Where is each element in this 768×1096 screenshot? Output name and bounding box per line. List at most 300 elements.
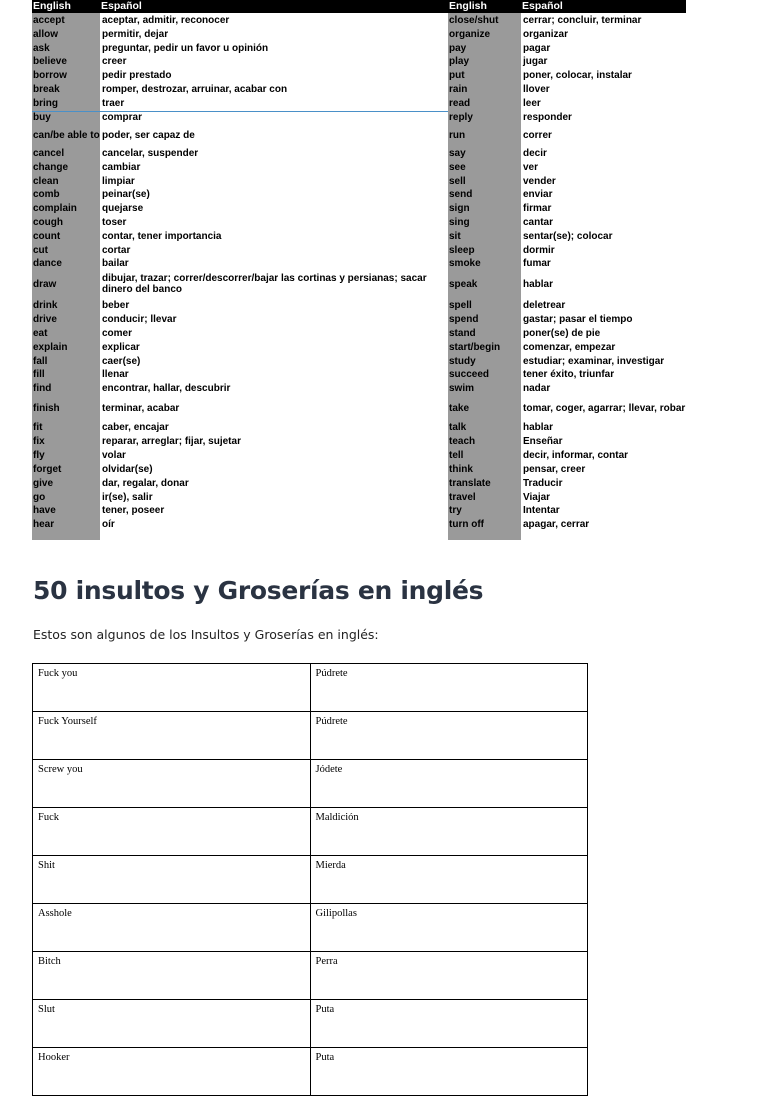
english-word-text: close/shut <box>449 14 499 26</box>
spanish-translation-text: gastar; pasar el tiempo <box>523 313 633 325</box>
english-word-text: allow <box>33 28 59 40</box>
english-word-text: translate <box>449 477 491 489</box>
spanish-translation <box>101 312 448 326</box>
spanish-translation-text: Traducir <box>523 477 563 489</box>
spanish-translation <box>522 395 686 421</box>
english-word-text: play <box>449 56 470 67</box>
english-word-text: put <box>449 69 465 81</box>
spanish-translation-text: limpiar <box>102 175 135 187</box>
spanish-translation <box>522 110 686 124</box>
spanish-translation-text: hablar <box>523 278 554 290</box>
spanish-translation <box>522 188 686 201</box>
spanish-translation-text: terminar, acabar <box>102 402 180 414</box>
english-word-text: ask <box>33 42 50 54</box>
english-word <box>32 381 100 395</box>
spanish-translation-text: comprar <box>102 111 143 123</box>
english-word <box>32 68 100 82</box>
english-word <box>32 110 100 124</box>
spanish-translation-text: fumar <box>523 258 551 269</box>
spanish-translation-text: llenar <box>102 369 129 380</box>
spanish-translation <box>101 340 448 354</box>
english-word <box>32 82 100 96</box>
spanish-translation <box>101 82 448 96</box>
spanish-translation-text: beber <box>102 299 130 311</box>
english-word-text: complain <box>33 202 77 214</box>
table-row <box>33 1048 588 1096</box>
insult-english: Fuck Yourself <box>33 712 311 760</box>
spanish-translation-text: conducir; llevar <box>102 313 177 325</box>
spanish-translation-text: reparar, arreglar; fijar, sujetar <box>102 435 241 447</box>
english-word-text: change <box>33 161 69 173</box>
spanish-translation-text: hablar <box>523 422 554 433</box>
english-word <box>448 68 521 82</box>
english-word-text: reply <box>449 111 473 123</box>
english-word <box>448 215 521 229</box>
spanish-translation-text: dar, regalar, donar <box>102 477 189 489</box>
english-word-text: eat <box>33 327 48 339</box>
english-word <box>448 110 521 124</box>
spanish-translation-text: bailar <box>102 258 129 269</box>
spanish-translation-text: explicar <box>102 341 140 353</box>
english-column <box>32 13 100 540</box>
spanish-translation-text: poner, colocar, instalar <box>523 69 632 81</box>
spanish-translation-text: apagar, cerrar <box>523 518 590 530</box>
english-word <box>448 160 521 174</box>
spanish-translation <box>522 174 686 188</box>
spanish-translation <box>522 229 686 243</box>
insult-english: Bitch <box>33 952 311 1000</box>
spanish-translation <box>522 490 686 504</box>
english-word <box>448 41 521 55</box>
insult-english: Hooker <box>33 1048 311 1096</box>
spanish-translation <box>101 68 448 82</box>
english-word-text: start/begin <box>449 341 501 353</box>
english-word-text: sell <box>449 175 466 187</box>
spanish-translation-text: romper, destrozar, arruinar, acabar con <box>102 83 288 95</box>
english-word-text: spell <box>449 299 472 311</box>
english-word <box>32 27 100 41</box>
english-word-text: count <box>33 230 61 242</box>
english-word-text: read <box>449 97 471 109</box>
spanish-translation-text: encontrar, hallar, descubrir <box>102 382 231 394</box>
spanish-translation-text: volar <box>102 449 126 461</box>
english-word-text: smoke <box>449 258 481 269</box>
spanish-translation-text: toser <box>102 216 127 228</box>
english-word-text: cut <box>33 244 48 256</box>
spanish-translation-text: caber, encajar <box>102 422 169 433</box>
english-word-text: rain <box>449 83 468 95</box>
table-row <box>33 664 588 712</box>
english-word-text: go <box>33 491 46 503</box>
spanish-translation-text: Viajar <box>523 491 551 503</box>
english-word <box>32 13 100 27</box>
spanish-translation-text: comenzar, empezar <box>523 341 616 353</box>
insult-spanish: Maldición <box>310 808 588 856</box>
spanish-translation <box>522 381 686 395</box>
english-word <box>32 229 100 243</box>
english-word <box>32 462 100 476</box>
english-word <box>448 354 521 368</box>
english-word <box>448 517 521 531</box>
english-word-text: study <box>449 355 476 367</box>
table-row <box>33 808 588 856</box>
header-spanish: Español <box>522 0 686 13</box>
english-word-text: sign <box>449 202 470 214</box>
insult-spanish: Púdrete <box>310 664 588 712</box>
section-intro: Estos son algunos de los Insultos y Groserías en inglés: <box>33 627 379 642</box>
spanish-translation-text: cerrar; concluir, terminar <box>523 14 642 26</box>
english-word <box>32 96 100 110</box>
spanish-translation-text: leer <box>523 97 541 109</box>
insult-spanish: Gilipollas <box>310 904 588 952</box>
english-word-text: borrow <box>33 69 67 81</box>
spanish-translation <box>522 434 686 448</box>
english-word <box>448 421 521 434</box>
spanish-translation <box>522 55 686 68</box>
english-word <box>32 55 100 68</box>
english-word <box>32 174 100 188</box>
english-word-text: have <box>33 505 56 516</box>
spanish-translation-text: poner(se) de pie <box>523 327 601 339</box>
spanish-translation <box>522 368 686 381</box>
spanish-translation <box>522 124 686 146</box>
spanish-translation-text: cantar <box>523 216 554 228</box>
english-word <box>448 340 521 354</box>
spanish-translation-text: decir <box>523 147 547 159</box>
spanish-translation-text: dormir <box>523 244 555 256</box>
spanish-translation <box>522 448 686 462</box>
english-word <box>32 476 100 490</box>
spanish-translation <box>101 124 448 146</box>
spanish-translation <box>522 243 686 257</box>
english-word-text: stand <box>449 327 476 339</box>
spanish-translation <box>101 27 448 41</box>
spanish-translation-text: estudiar; examinar, investigar <box>523 355 665 367</box>
english-word <box>448 395 521 421</box>
english-word <box>32 434 100 448</box>
spanish-translation-text: aceptar, admitir, reconocer <box>102 14 230 26</box>
english-word <box>448 257 521 270</box>
header-english: English <box>448 0 523 13</box>
english-word <box>448 504 521 517</box>
english-word <box>448 55 521 68</box>
english-word-text: buy <box>33 111 51 123</box>
spanish-translation-text: firmar <box>523 202 552 214</box>
spanish-translation-text: correr <box>523 129 552 141</box>
spanish-translation <box>522 13 686 27</box>
insult-spanish: Perra <box>310 952 588 1000</box>
spanish-translation-text: oír <box>102 518 115 530</box>
spanish-translation-text: pagar <box>523 42 551 54</box>
english-word <box>32 517 100 531</box>
english-column <box>448 13 521 540</box>
spanish-translation <box>522 201 686 215</box>
english-word-text: turn off <box>449 518 484 530</box>
english-word <box>32 201 100 215</box>
english-word <box>32 160 100 174</box>
spanish-translation <box>522 68 686 82</box>
english-word-text: think <box>449 463 473 475</box>
spanish-translation <box>101 201 448 215</box>
english-word <box>448 82 521 96</box>
table-row <box>33 760 588 808</box>
english-word-text: talk <box>449 422 467 433</box>
spanish-translation <box>522 340 686 354</box>
spanish-translation <box>522 27 686 41</box>
header-english: English <box>32 0 102 13</box>
english-word <box>32 395 100 421</box>
spanish-translation <box>101 160 448 174</box>
spanish-translation-text: quejarse <box>102 202 144 214</box>
english-word-text: give <box>33 477 54 489</box>
spanish-translation <box>101 188 448 201</box>
insult-spanish: Púdrete <box>310 712 588 760</box>
insult-english: Fuck you <box>33 664 311 712</box>
spanish-translation <box>522 298 686 312</box>
english-word <box>32 504 100 517</box>
english-word-text: fall <box>33 355 48 367</box>
english-word <box>448 146 521 160</box>
english-word-text: break <box>33 83 60 95</box>
english-word-text: travel <box>449 491 476 503</box>
english-word-text: bring <box>33 97 58 109</box>
english-word <box>32 215 100 229</box>
spanish-translation-text: responder <box>523 111 572 123</box>
spanish-translation-text: traer <box>102 97 125 109</box>
english-word <box>32 243 100 257</box>
spanish-translation <box>522 41 686 55</box>
spanish-translation <box>522 326 686 340</box>
english-word <box>32 326 100 340</box>
spanish-translation-text: peinar(se) <box>102 189 150 200</box>
english-word-text: pay <box>449 42 467 54</box>
english-word-text: believe <box>33 56 67 67</box>
table-row <box>33 856 588 904</box>
spanish-translation <box>101 270 448 298</box>
spanish-translation <box>522 312 686 326</box>
spanish-translation-text: poder, ser capaz de <box>102 129 195 141</box>
english-word-text: drive <box>33 313 57 325</box>
english-word <box>448 96 521 110</box>
spanish-translation <box>522 476 686 490</box>
english-word <box>448 243 521 257</box>
english-word <box>32 124 100 146</box>
spanish-translation <box>522 96 686 110</box>
english-word-text: fill <box>33 369 45 380</box>
english-word-text: spend <box>449 313 479 325</box>
english-word-text: try <box>449 505 462 516</box>
spanish-translation <box>101 326 448 340</box>
english-word-text: fly <box>33 449 45 461</box>
spanish-translation-text: olvidar(se) <box>102 463 153 475</box>
english-word-text: can/be able to <box>33 129 100 141</box>
english-word <box>448 270 521 298</box>
insult-english: Slut <box>33 1000 311 1048</box>
spanish-translation-text: contar, tener importancia <box>102 230 222 242</box>
spanish-translation-text: Intentar <box>523 505 560 516</box>
english-word-text: fix <box>33 435 45 447</box>
english-word <box>32 448 100 462</box>
spanish-translation-text: decir, informar, contar <box>523 449 629 461</box>
spanish-translation-text: pedir prestado <box>102 69 172 81</box>
spanish-translation-text: ver <box>523 161 539 173</box>
spanish-translation <box>101 462 448 476</box>
english-word <box>448 381 521 395</box>
insult-english: Asshole <box>33 904 311 952</box>
spanish-translation-text: preguntar, pedir un favor u opinión <box>102 42 269 54</box>
english-word <box>32 188 100 201</box>
english-word-text: finish <box>33 402 60 414</box>
spanish-translation-text: ir(se), salir <box>102 491 153 503</box>
table-row <box>33 712 588 760</box>
spanish-translation <box>101 517 448 531</box>
spanish-translation <box>522 160 686 174</box>
insult-english: Fuck <box>33 808 311 856</box>
spanish-translation-text: tener, poseer <box>102 505 165 516</box>
english-word <box>32 257 100 270</box>
english-word-text: clean <box>33 175 59 187</box>
english-word-text: explain <box>33 341 68 353</box>
english-word-text: see <box>449 161 466 173</box>
spanish-translation <box>522 270 686 298</box>
spanish-translation <box>101 434 448 448</box>
english-word <box>32 368 100 381</box>
spanish-translation-text: caer(se) <box>102 355 141 367</box>
spanish-translation <box>522 462 686 476</box>
spanish-translation-text: Enseñar <box>523 435 563 447</box>
insult-spanish: Mierda <box>310 856 588 904</box>
spanish-translation-text: deletrear <box>523 299 566 311</box>
english-word <box>448 326 521 340</box>
spanish-translation-text: sentar(se); colocar <box>523 230 613 242</box>
insult-english: Screw you <box>33 760 311 808</box>
english-word-text: sit <box>449 230 461 242</box>
english-word-text: send <box>449 189 473 200</box>
spanish-translation-text: cambiar <box>102 161 141 173</box>
spanish-translation-text: vender <box>523 175 556 187</box>
spanish-translation <box>101 174 448 188</box>
english-word-text: comb <box>33 189 60 200</box>
spanish-translation-text: creer <box>102 56 127 67</box>
english-word <box>448 229 521 243</box>
english-word <box>448 434 521 448</box>
english-word-text: tell <box>449 449 464 461</box>
english-word-text: accept <box>33 14 65 26</box>
spanish-translation <box>101 381 448 395</box>
english-word-text: sleep <box>449 244 475 256</box>
english-word <box>32 490 100 504</box>
spanish-translation-text: permitir, dejar <box>102 28 169 40</box>
english-word <box>448 27 521 41</box>
spanish-translation <box>101 146 448 160</box>
spanish-translation <box>522 257 686 270</box>
insult-spanish: Jódete <box>310 760 588 808</box>
spanish-translation <box>101 243 448 257</box>
english-word-text: dance <box>33 258 62 269</box>
spanish-translation-text: llover <box>523 83 550 95</box>
english-word <box>448 13 521 27</box>
spanish-translation <box>101 41 448 55</box>
spanish-translation <box>101 476 448 490</box>
spanish-translation <box>101 448 448 462</box>
english-word-text: sing <box>449 216 470 228</box>
spanish-translation <box>101 395 448 421</box>
spanish-translation <box>522 82 686 96</box>
spanish-translation-text: cortar <box>102 244 131 256</box>
english-word <box>448 312 521 326</box>
english-word <box>448 476 521 490</box>
english-word-text: forget <box>33 463 62 475</box>
english-word-text: find <box>33 382 52 394</box>
spanish-translation-text: dibujar, trazar; correr/descorrer/bajar las cortinas y persianas; sacar dinero del banco <box>102 273 427 295</box>
spanish-translation <box>522 517 686 531</box>
spanish-translation <box>101 354 448 368</box>
spanish-translation <box>522 504 686 517</box>
header-spanish: Español <box>101 0 448 13</box>
english-word-text: succeed <box>449 369 490 380</box>
spanish-translation <box>101 13 448 27</box>
english-word <box>448 490 521 504</box>
spanish-translation <box>101 110 448 124</box>
spanish-column <box>522 13 686 540</box>
spanish-translation-text: jugar <box>523 56 548 67</box>
divider-line <box>32 111 448 112</box>
english-word-text: take <box>449 402 470 414</box>
spanish-translation-text: tomar, coger, agarrar; llevar, robar <box>523 402 686 414</box>
english-word-text: drink <box>33 299 58 311</box>
english-word <box>448 174 521 188</box>
spanish-translation <box>101 368 448 381</box>
spanish-translation <box>522 215 686 229</box>
spanish-column <box>101 13 448 540</box>
spanish-translation <box>101 96 448 110</box>
table-row <box>33 904 588 952</box>
english-word-text: cough <box>33 216 63 228</box>
spanish-translation <box>101 257 448 270</box>
english-word-text: swim <box>449 382 475 394</box>
english-word-text: run <box>449 129 466 141</box>
spanish-translation-text: nadar <box>523 382 551 394</box>
english-word <box>448 124 521 146</box>
english-word <box>448 448 521 462</box>
spanish-translation-text: organizar <box>523 28 569 40</box>
spanish-translation <box>101 229 448 243</box>
spanish-translation-text: enviar <box>523 189 553 200</box>
english-word-text: organize <box>449 28 491 40</box>
english-word-text: cancel <box>33 147 65 159</box>
english-word-text: hear <box>33 518 55 530</box>
english-word-text: teach <box>449 435 476 447</box>
english-word <box>32 41 100 55</box>
spanish-translation <box>101 421 448 434</box>
spanish-translation <box>522 421 686 434</box>
english-word-text: draw <box>33 278 57 290</box>
english-word <box>32 270 100 298</box>
english-word <box>32 354 100 368</box>
english-word <box>32 312 100 326</box>
spanish-translation <box>101 504 448 517</box>
english-word <box>448 188 521 201</box>
insult-spanish: Puta <box>310 1000 588 1048</box>
english-word <box>32 298 100 312</box>
spanish-translation-text: tener éxito, triunfar <box>523 369 615 380</box>
spanish-translation <box>101 215 448 229</box>
insults-table <box>32 663 588 1096</box>
spanish-translation <box>101 490 448 504</box>
english-word-text: speak <box>449 278 478 290</box>
insult-english: Shit <box>33 856 311 904</box>
english-word <box>32 340 100 354</box>
